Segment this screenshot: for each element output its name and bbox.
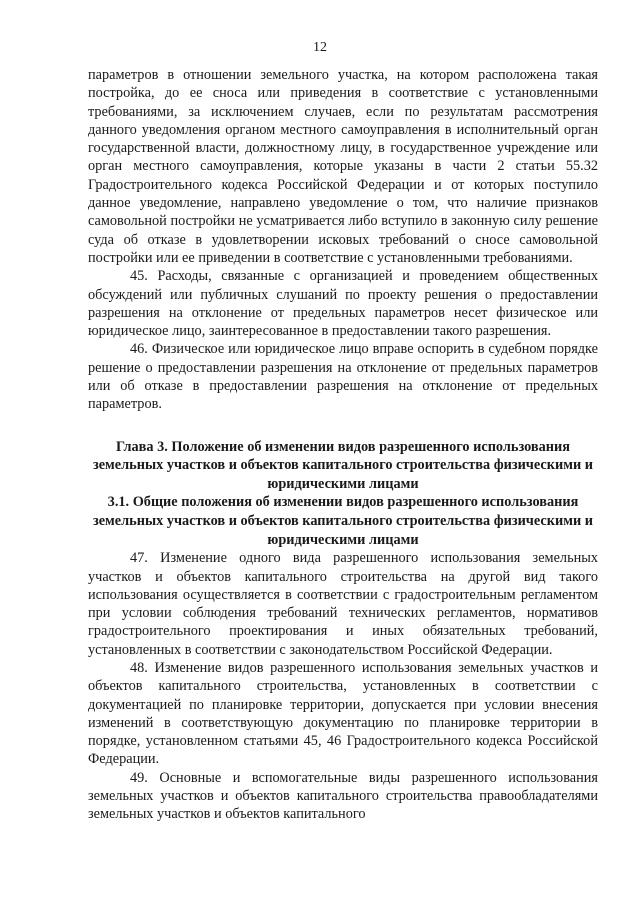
chapter-3-heading: Глава 3. Положение об изменении видов разрешенного использования земельных участков и объектов капитального строительства физическими и юридическими лицами — [92, 438, 594, 492]
paragraph-48: 48. Изменение видов разрешенного использования земельных участков и объектов капитального строительства, установленных в соответствии с документацией по планировке территории, допускается при условии внесения изменений в соответствующую документацию по планировке территории в порядке, установленном статьями 45, 46 Градостроительного кодекса Российской Федерации. — [88, 659, 598, 768]
paragraph-46: 46. Физическое или юридическое лицо вправе оспорить в судебном порядке решение о предоставлении разрешения на отклонение от предельных параметров или об отказе в предоставлении разрешения на отклонение от предельных параметров. — [88, 341, 598, 413]
section-3-1-heading: 3.1. Общие положения об изменении видов разрешенного использования земельных участков и объектов капитального строительства физическими и юридическими лицами — [92, 494, 594, 548]
paragraph-47: 47. Изменение одного вида разрешенного использования земельных участков и объектов капитального строительства на другой вид такого использования осуществляется в соответствии с градостроительным регламентом при условии соблюдения требований технических регламентов, нормативов градостроительного проектирования и иных обязательных требований, установленных в соответствии с законодательством Российской Федерации. — [88, 550, 598, 658]
paragraph-45: 45. Расходы, связанные с организацией и проведением общественных обсуждений или публичных слушаний по проекту решения о предоставлении разрешения на отклонение от предельных параметров несет физическое или юридическое лицо, заинтересованное в предоставлении такого разрешения. — [88, 268, 598, 340]
paragraph-49: 49. Основные и вспомогательные виды разрешенного использования земельных участков и объектов капитального строительства правообладателями земельных участков и объектов капитального — [88, 769, 598, 823]
spacer — [88, 414, 598, 438]
paragraph-continued: параметров в отношении земельного участка, на котором расположена такая постройка, до ее сноса или приведения в соответствие с установленными требованиями, за исключением случаев, если по результатам рассмотрения данного уведомления органом местного самоуправления в исполнительный орган государственной власти, должностному лицу, в государственное учреждение или орган местного самоуправления, которые указаны в части 2 статьи 55.32 Градостроительного кодекса Российской Федерации и от которых поступило данное уведомление, направлено уведомление о том, что наличие признаков самовольной постройки не усматривается либо вступило в законную силу решение суда об отказе в удовлетворении исковых требований о сносе самовольной постройки или ее приведении в соответствие с установленными требованиями. — [88, 67, 598, 266]
document-body — [88, 66, 598, 824]
page-number: 12 — [313, 40, 327, 55]
